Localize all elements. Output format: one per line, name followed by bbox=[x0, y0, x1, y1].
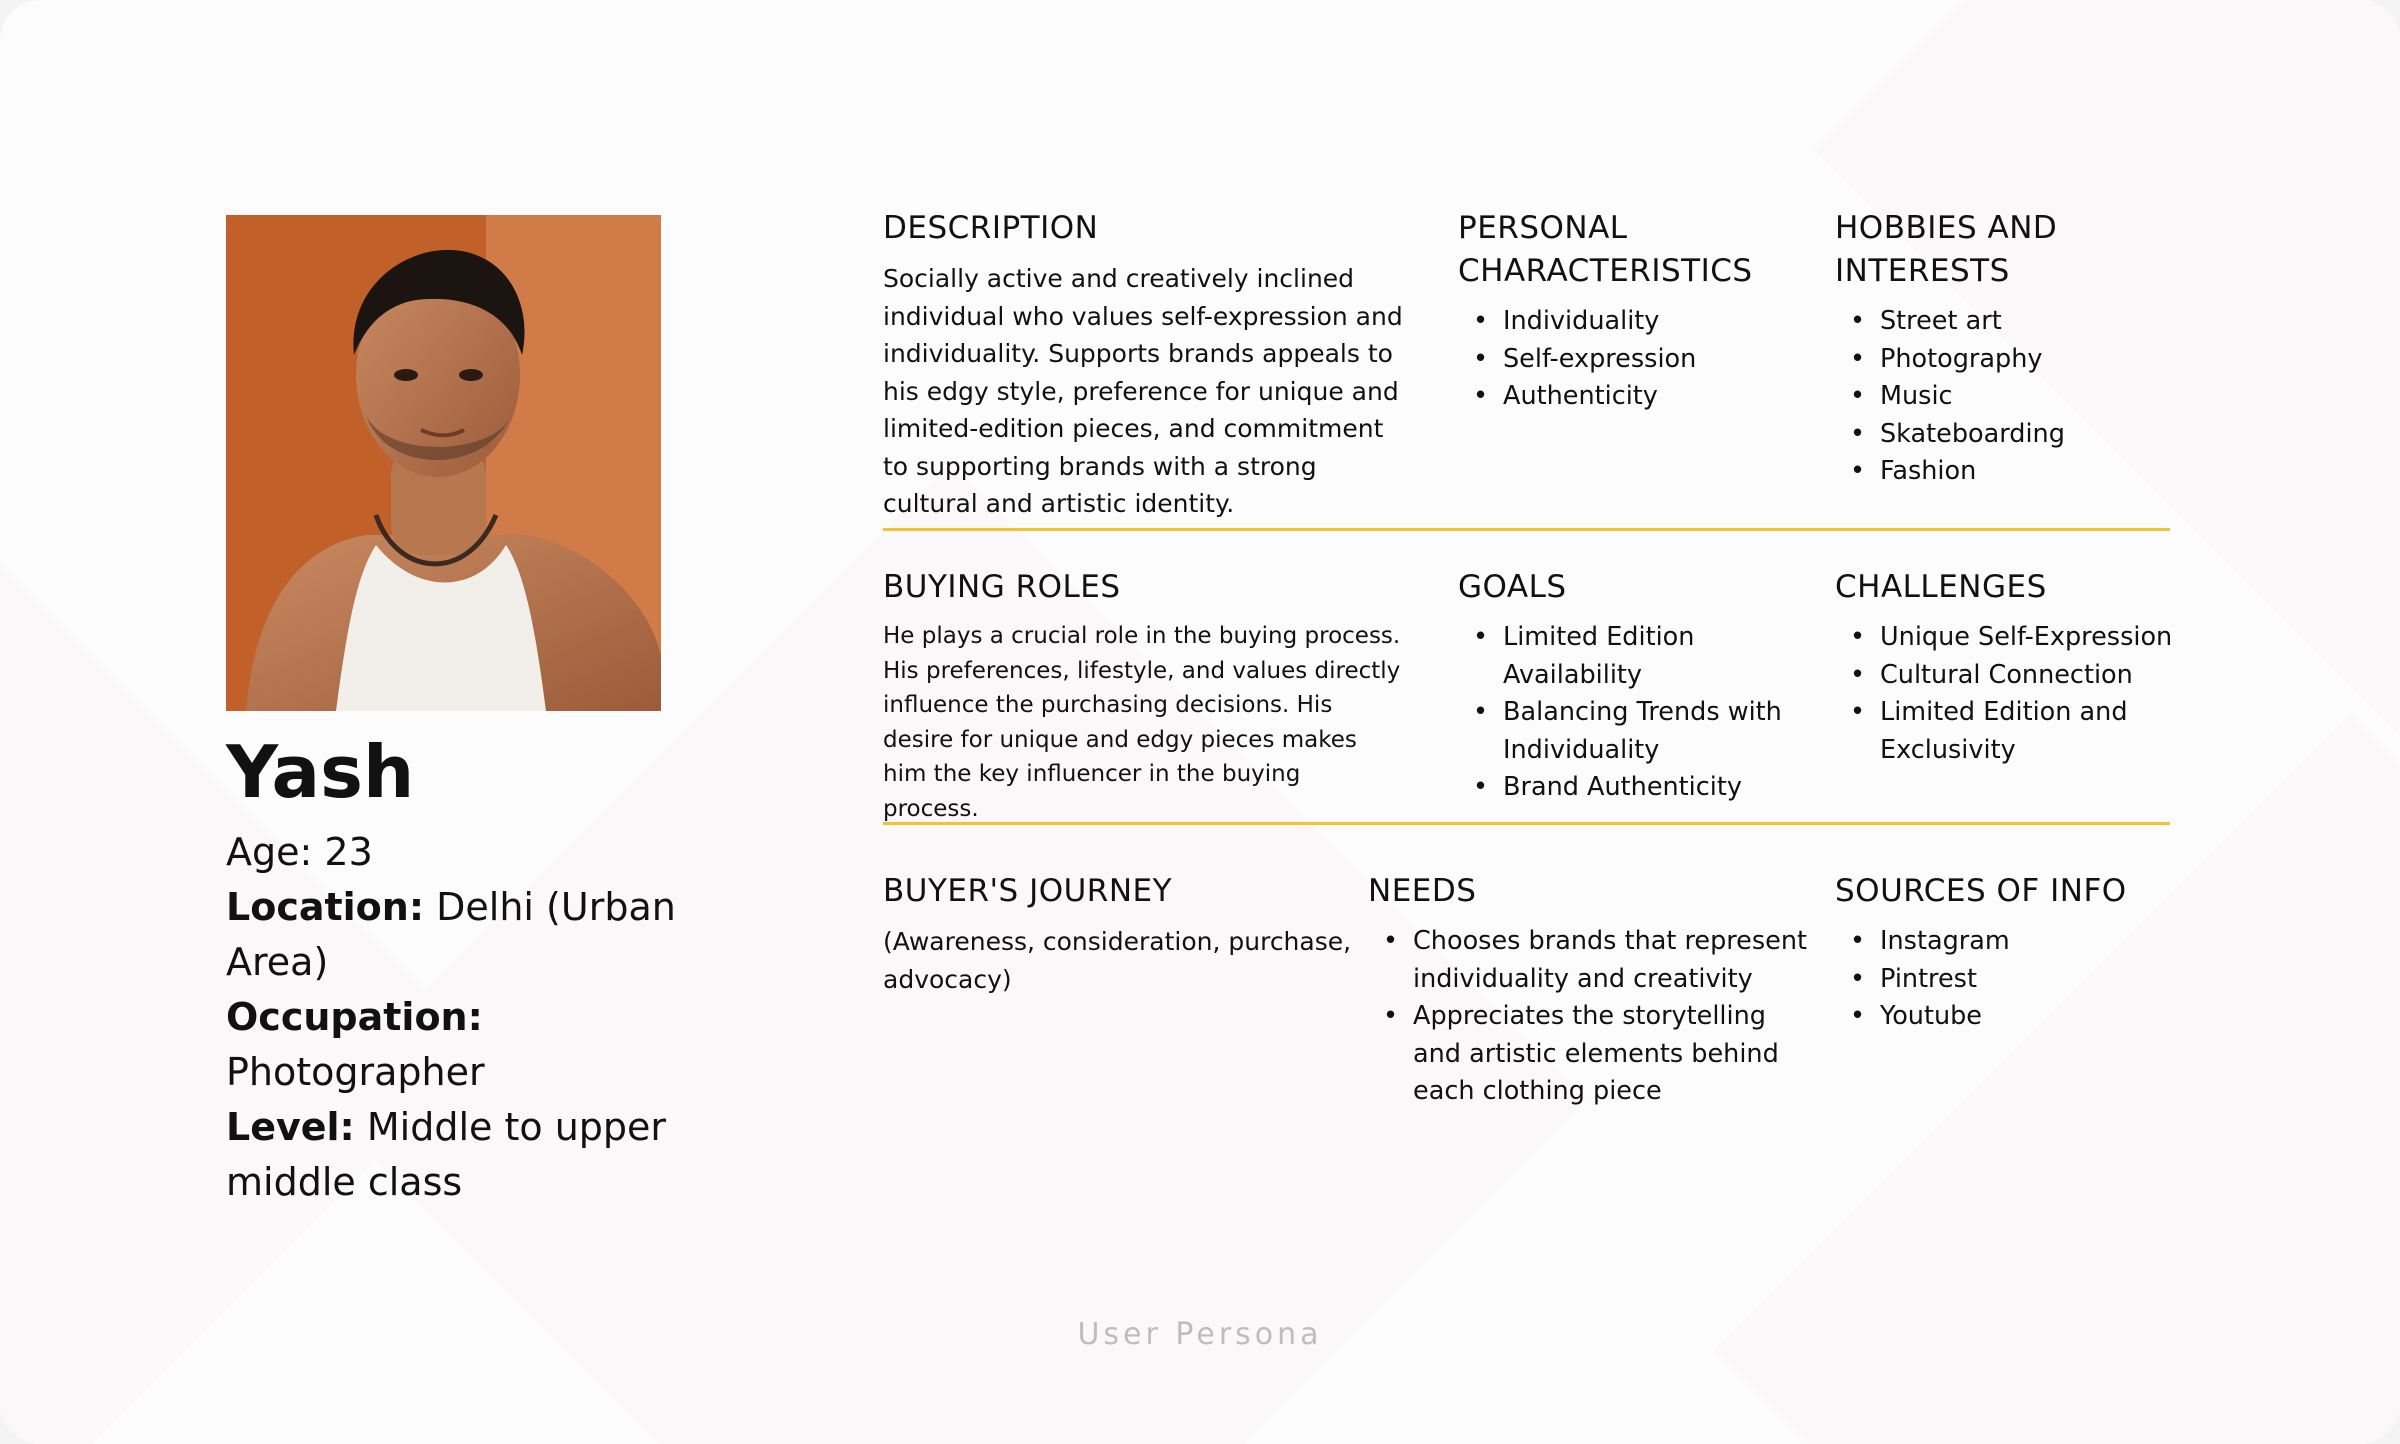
section-title: BUYER'S JOURNEY bbox=[883, 873, 1173, 909]
list-item: • Brand Authenticity bbox=[1458, 769, 1798, 807]
section-title: NEEDS bbox=[1368, 873, 1477, 909]
profile-photo bbox=[226, 215, 661, 711]
personal-list bbox=[1458, 303, 1798, 416]
list-item: • Limited Edition and Exclusivity bbox=[1835, 694, 2175, 769]
list-item: • Balancing Trends with Individuality bbox=[1458, 694, 1798, 769]
goals-list bbox=[1458, 619, 1798, 807]
location-value: Delhi (Urban Area) bbox=[226, 885, 676, 984]
section-title: BUYING ROLES bbox=[883, 569, 1121, 605]
description-section bbox=[883, 207, 1403, 523]
level-row bbox=[226, 1100, 746, 1210]
needs-section bbox=[1368, 870, 1808, 1111]
level-label: Level: bbox=[226, 1105, 355, 1149]
list-item: • Individuality bbox=[1458, 303, 1798, 341]
buying-roles-text: He plays a crucial role in the buying process. His preferences, lifestyle, and values directly influence the purchasing decisions. His desire for unique and edgy pieces makes him the key influencer in the buying process. bbox=[883, 623, 1401, 822]
hobbies-section bbox=[1835, 207, 2175, 491]
section-divider bbox=[883, 822, 2170, 825]
section-title: PERSONAL CHARACTERISTICS bbox=[1458, 210, 1753, 289]
section-divider bbox=[883, 528, 2170, 531]
challenges-section bbox=[1835, 566, 2175, 769]
sources-section bbox=[1835, 870, 2175, 1036]
challenges-list bbox=[1835, 619, 2175, 769]
section-title: HOBBIES AND INTERESTS bbox=[1835, 210, 2058, 289]
sources-list bbox=[1835, 923, 2175, 1036]
list-item: • Music bbox=[1835, 378, 2175, 416]
list-item: • Fashion bbox=[1835, 453, 2175, 491]
section-title: SOURCES OF INFO bbox=[1835, 873, 2127, 909]
list-item: • Limited Edition Availability bbox=[1458, 619, 1798, 694]
occupation-label: Occupation: bbox=[226, 995, 483, 1039]
list-item: • Skateboarding bbox=[1835, 416, 2175, 454]
persona-facts bbox=[226, 825, 746, 1210]
list-item: • Street art bbox=[1835, 303, 2175, 341]
hobbies-list bbox=[1835, 303, 2175, 491]
list-item: • Unique Self-Expression bbox=[1835, 619, 2175, 657]
list-item: • Chooses brands that represent individuality and creativity bbox=[1368, 923, 1808, 998]
goals-section bbox=[1458, 566, 1798, 807]
persona-name: Yash bbox=[226, 730, 415, 814]
age-row bbox=[226, 825, 746, 880]
occupation-row bbox=[226, 990, 746, 1100]
list-item: • Photography bbox=[1835, 341, 2175, 379]
list-item: • Pintrest bbox=[1835, 961, 2175, 999]
section-title: GOALS bbox=[1458, 569, 1567, 605]
buyers-journey-section bbox=[883, 870, 1353, 998]
personal-characteristics-section bbox=[1458, 207, 1798, 416]
needs-list bbox=[1368, 923, 1808, 1111]
portrait-illustration bbox=[226, 215, 661, 711]
footer-caption: User Persona bbox=[1077, 1317, 1323, 1352]
list-item: • Self-expression bbox=[1458, 341, 1798, 379]
description-text: Socially active and creatively inclined individual who values self-expression and individuality. Supports brands appeals to his edgy style, preference for unique and limited-edition pieces, and commitment to supporting brands with a strong cultural and artistic identity. bbox=[883, 264, 1403, 518]
occupation-value: Photographer bbox=[226, 1050, 485, 1094]
list-item: • Instagram bbox=[1835, 923, 2175, 961]
location-label: Location: bbox=[226, 885, 425, 929]
age-label: Age: bbox=[226, 830, 313, 874]
section-title: CHALLENGES bbox=[1835, 569, 2047, 605]
age-value: 23 bbox=[324, 830, 373, 874]
location-row bbox=[226, 880, 746, 990]
list-item: • Authenticity bbox=[1458, 378, 1798, 416]
level-value: Middle to upper middle class bbox=[226, 1105, 667, 1204]
list-item: • Cultural Connection bbox=[1835, 657, 2175, 695]
list-item: • Appreciates the storytelling and artistic elements behind each clothing piece bbox=[1368, 998, 1808, 1111]
journey-text: (Awareness, consideration, purchase, advocacy) bbox=[883, 927, 1352, 994]
section-title: DESCRIPTION bbox=[883, 210, 1099, 246]
list-item: • Youtube bbox=[1835, 998, 2175, 1036]
buying-roles-section bbox=[883, 566, 1403, 826]
